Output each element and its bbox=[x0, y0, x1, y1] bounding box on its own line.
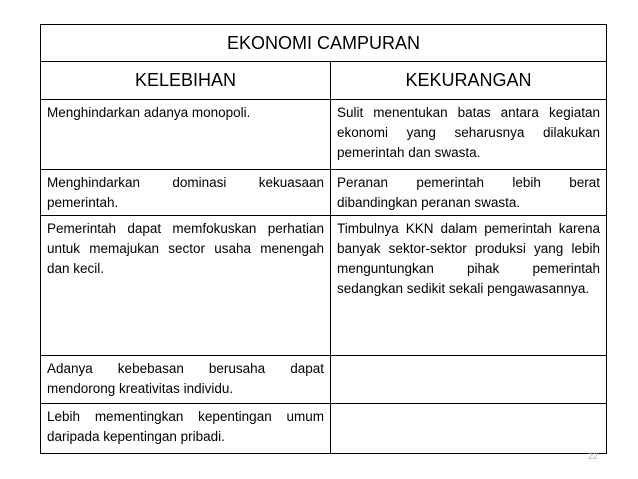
table-row bbox=[41, 216, 607, 356]
table-row bbox=[41, 404, 607, 454]
kelebihan-cell: Menghindarkan adanya monopoli. bbox=[41, 100, 331, 170]
table-row bbox=[41, 170, 607, 216]
ekonomi-campuran-table bbox=[40, 24, 607, 454]
table-row bbox=[41, 356, 607, 404]
kekurangan-cell: Sulit menentukan batas antara kegiatan ekonomi yang seharusnya dilakukan pemerintah dan swasta. bbox=[331, 100, 607, 170]
table-row bbox=[41, 100, 607, 170]
kekurangan-cell bbox=[331, 404, 607, 454]
page-number: 22 bbox=[588, 451, 599, 461]
kelebihan-cell: Lebih mementingkan kepentingan umum daripada kepentingan pribadi. bbox=[41, 404, 331, 454]
kelebihan-cell: Adanya kebebasan berusaha dapat mendorong kreativitas individu. bbox=[41, 356, 331, 404]
header-kekurangan: KEKURANGAN bbox=[331, 62, 607, 100]
kelebihan-cell: Pemerintah dapat memfokuskan perhatian untuk memajukan sector usaha menengah dan kecil. bbox=[41, 216, 331, 356]
kekurangan-cell bbox=[331, 356, 607, 404]
kekurangan-cell: Peranan pemerintah lebih berat dibandingkan peranan swasta. bbox=[331, 170, 607, 216]
kekurangan-cell: Timbulnya KKN dalam pemerintah karena banyak sektor-sektor produksi yang lebih menguntungkan pihak pemerintah sedangkan sedikit sekali pengawasannya. bbox=[331, 216, 607, 356]
kelebihan-cell: Menghindarkan dominasi kekuasaan pemerintah. bbox=[41, 170, 331, 216]
table-title: EKONOMI CAMPURAN bbox=[41, 25, 607, 62]
header-kelebihan: KELEBIHAN bbox=[41, 62, 331, 100]
